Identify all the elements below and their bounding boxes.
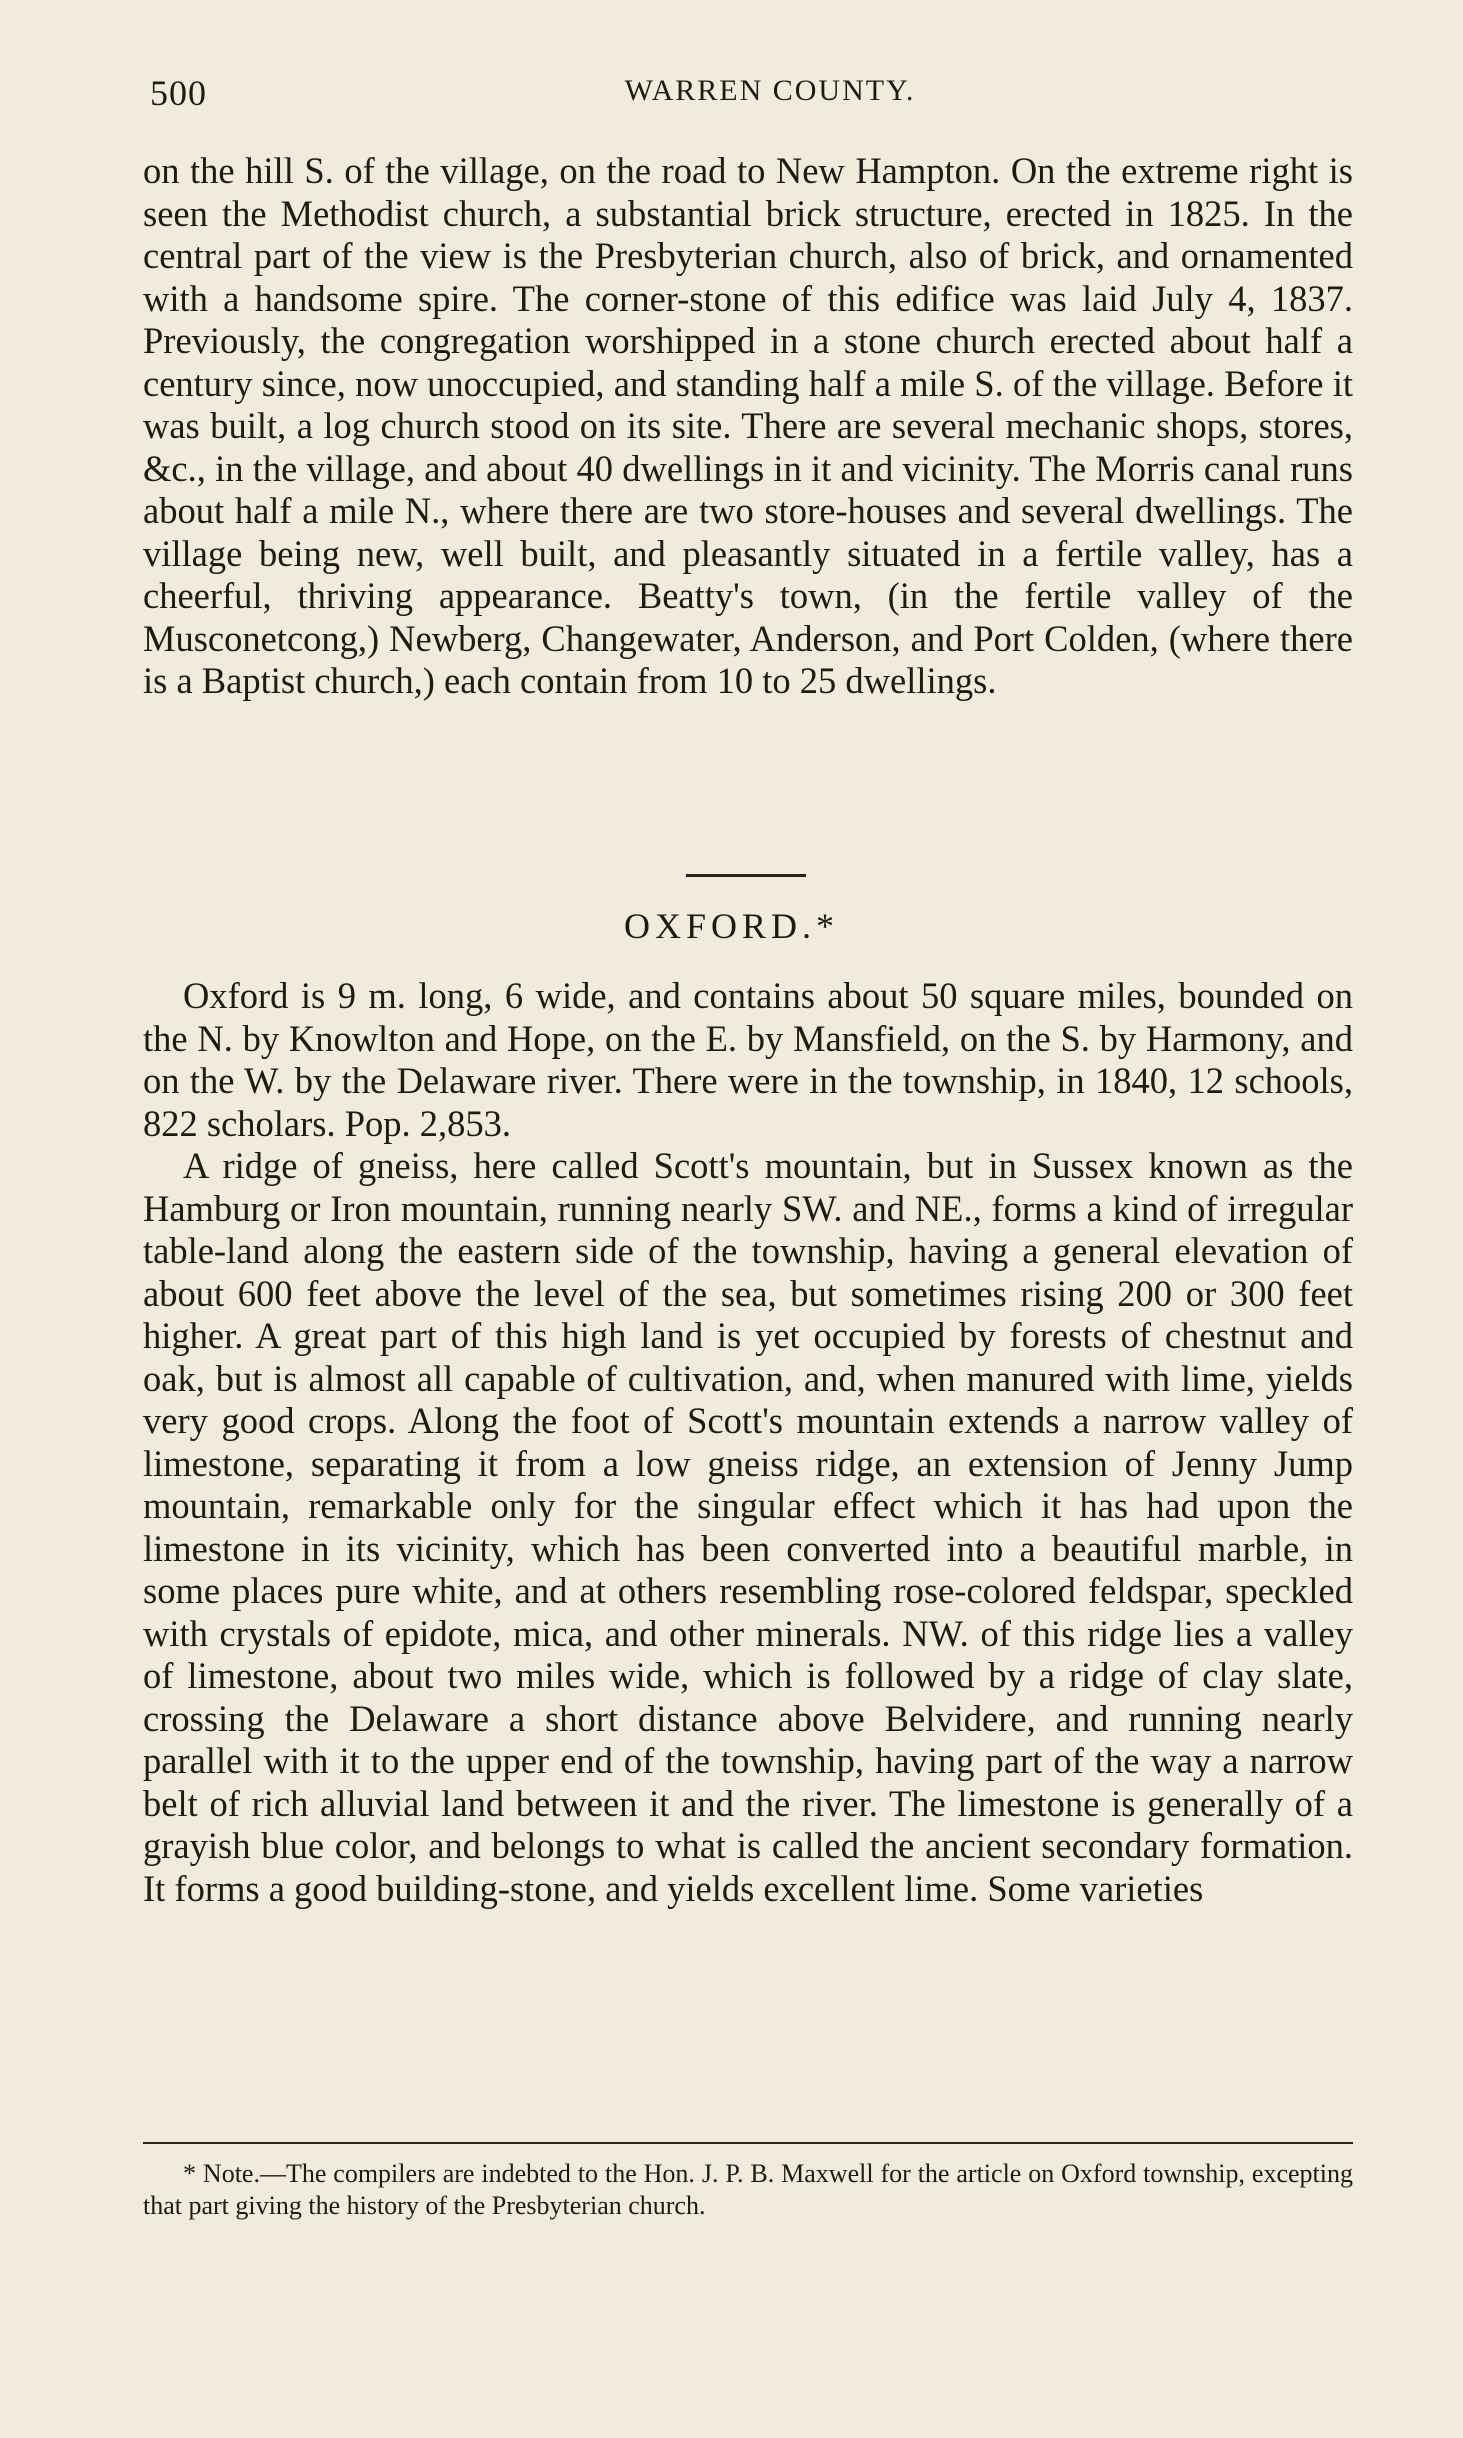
footnote-text: * Note.—The compilers are indebted to the Hon. J. P. B. Maxwell for the article on Oxford township, excepting that part giving the history of the Presbyterian church. [143, 2159, 1353, 2220]
paragraph-oxford-geology: A ridge of gneiss, here called Scott's mountain, but in Sussex known as the Hamburg or Iron mountain, running nearly SW. and NE., forms a kind of irregular table-land along the eastern side of the township, having a general elevation of about 600 feet above the level of the sea, but sometimes rising 200 or 300 feet higher. A great part of this high land is yet occupied by forests of chestnut and oak, but is almost all capable of cultivation, and, when manured with lime, yields very good crops. Along the foot of Scott's mountain extends a narrow valley of limestone, separating it from a low gneiss ridge, an extension of Jenny Jump mountain, remarkable only for the singular effect which it has had upon the limestone in its vicinity, which has been converted into a beautiful marble, in some places pure white, and at others resembling rose-colored feldspar, speckled with crystals of epidote, mica, and other minerals. NW. of this ridge lies a valley of limestone, about two miles wide, which is followed by a ridge of clay slate, crossing the Delaware a short distance above Belvidere, and running nearly parallel with it to the upper end of the township, having part of the way a narrow belt of rich alluvial land between it and the river. The limestone is generally of a grayish blue color, and belongs to what is called the ancient secondary formation. It forms a good building-stone, and yields excellent lime. Some varieties [143, 1145, 1353, 1909]
running-title: WARREN COUNTY. [624, 74, 916, 107]
page-number: 500 [150, 73, 207, 113]
footnote-rule [143, 2142, 1353, 2144]
continued-paragraph-block [143, 150, 1353, 703]
running-head [150, 72, 1350, 116]
section-body [143, 975, 1353, 1910]
footnote [143, 2158, 1353, 2222]
continued-paragraph: on the hill S. of the village, on the road to New Hampton. On the extreme right is seen the Methodist church, a substantial brick structure, erected in 1825. In the central part of the view is the Presbyterian church, also of brick, and ornamented with a handsome spire. The corner-stone of this edifice was laid July 4, 1837. Previously, the congregation worshipped in a stone church erected about half a century since, now unoccupied, and standing half a mile S. of the village. Before it was built, a log church stood on its site. There are several mechanic shops, stores, &c., in the village, and about 40 dwellings in it and vicinity. The Morris canal runs about half a mile N., where there are two store-houses and several dwellings. The village being new, well built, and pleasantly situated in a fertile valley, has a cheerful, thriving appearance. Beatty's town, (in the fertile valley of the Musconetcong,) Newberg, Changewater, Anderson, and Port Colden, (where there is a Baptist church,) each contain from 10 to 25 dwellings. [143, 150, 1353, 701]
section-heading: OXFORD.* [623, 906, 840, 946]
paragraph-oxford-description: Oxford is 9 m. long, 6 wide, and contains about 50 square miles, bounded on the N. by Knowlton and Hope, on the E. by Mansfield, on the S. by Harmony, and on the W. by the Delaware river. There were in the township, in 1840, 12 schools, 822 scholars. Pop. 2,853. [143, 975, 1353, 1144]
section-divider-rule [686, 874, 806, 877]
